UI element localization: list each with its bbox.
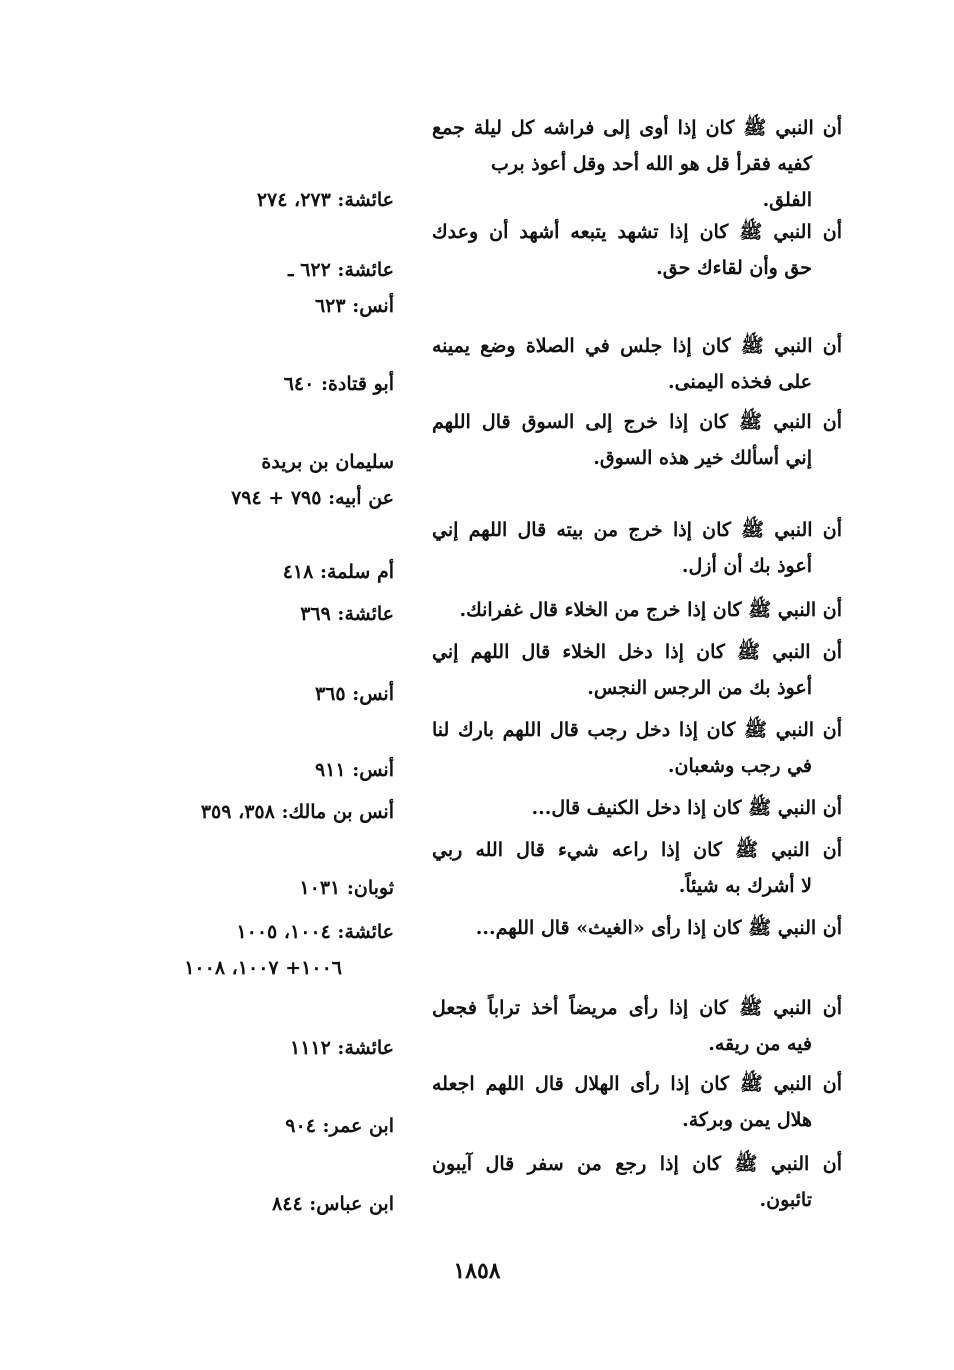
entry-first-line: أن النبي ﷺ كان إذا دخل الكنيف قال... — [531, 797, 842, 819]
hadith-reference — [134, 182, 394, 218]
hadith-reference — [134, 252, 394, 324]
entry-text — [432, 832, 842, 904]
hadith-reference — [134, 794, 394, 830]
reference-line: عائشة: ٣٦٩ — [300, 603, 394, 625]
hadith-reference — [134, 1186, 394, 1222]
entry-continuation-line: الفلق. — [762, 189, 812, 211]
entry-first-line: أن النبي ﷺ كان إذا رجع من سفر قال آيبون — [432, 1153, 842, 1175]
entry-text — [432, 910, 842, 946]
entry-continuation-line: أعوذ بك أن أزل. — [681, 555, 812, 577]
reference-line: ابن عمر: ٩٠٤ — [285, 1115, 394, 1137]
reference-line: أبو قتادة: ٦٤٠ — [283, 373, 394, 395]
entry-continuation-line: أعوذ بك من الرجس النجس. — [587, 677, 812, 699]
entry-text — [432, 790, 842, 826]
entry-continuation-line: فيه من ريقه. — [708, 1033, 812, 1055]
hadith-reference — [134, 870, 394, 906]
entry-text — [432, 214, 842, 286]
entry-first-line: أن النبي ﷺ كان إذا خرج من الخلاء قال غفرانك. — [459, 599, 842, 621]
entry-continuation-line: حق وأن لقاءك حق. — [656, 257, 812, 279]
entry-first-line: أن النبي ﷺ كان إذا أوى إلى فراشه كل ليلة جمع — [432, 117, 842, 139]
hadith-reference — [134, 444, 394, 516]
entry-text — [432, 592, 842, 628]
entry-text — [432, 1066, 842, 1138]
entry-first-line: أن النبي ﷺ كان إذا رأى «الغيث» قال اللهم... — [475, 917, 842, 939]
reference-line: عائشة: ٢٧٣، ٢٧٤ — [256, 189, 394, 211]
entry-continuation-line: تائبون. — [759, 1189, 812, 1211]
hadith-reference — [134, 1030, 394, 1066]
reference-line: أم سلمة: ٤١٨ — [282, 561, 394, 583]
reference-line: أنس بن مالك: ٣٥٨، ٣٥٩ — [200, 801, 394, 823]
reference-line: أنس: ٣٦٥ — [314, 683, 394, 705]
entry-first-line: أن النبي ﷺ كان إذا تشهد يتبعه أشهد أن وعدك — [432, 221, 842, 243]
entry-first-line: أن النبي ﷺ كان إذا دخل رجب قال اللهم بارك لنا — [432, 719, 842, 741]
entry-text — [432, 712, 842, 784]
hadith-reference — [134, 752, 394, 788]
page-number: ١٨٥٨ — [453, 1258, 501, 1284]
entry-continuation-line: لا أشرك به شيئاً. — [678, 875, 812, 897]
entry-first-line: أن النبي ﷺ كان إذا جلس في الصلاة وضع يمينه — [432, 335, 842, 357]
reference-line: سليمان بن بريدة — [261, 451, 394, 473]
entry-text — [432, 404, 842, 476]
entry-continuation-line: كفيه فقرأ قل هو الله أحد وقل أعوذ برب — [491, 153, 812, 175]
entry-first-line: أن النبي ﷺ كان إذا خرج إلى السوق قال اللهم — [432, 411, 842, 433]
reference-line: أنس: ٦٢٣ — [314, 295, 394, 317]
reference-line: ثوبان: ١٠٣١ — [299, 877, 394, 899]
entry-first-line: أن النبي ﷺ كان إذا راعه شيء قال الله ربي — [432, 839, 842, 861]
hadith-reference — [134, 914, 394, 986]
entry-text — [432, 990, 842, 1062]
reference-line: أنس: ٩١١ — [314, 759, 394, 781]
entry-continuation-line: هلال يمن وبركة. — [682, 1109, 812, 1131]
entry-text — [432, 512, 842, 584]
reference-line: عن أبيه: ٧٩٥ + ٧٩٤ — [231, 487, 394, 509]
hadith-reference — [134, 676, 394, 712]
entry-text — [432, 1146, 842, 1218]
reference-line: عائشة: ١١١٢ — [289, 1037, 394, 1059]
reference-line: عائشة: ١٠٠٤، ١٠٠٥ — [236, 921, 394, 943]
entry-first-line: أن النبي ﷺ كان إذا رأى الهلال قال اللهم اجعله — [432, 1073, 842, 1095]
entry-continuation-line: على فخذه اليمنى. — [668, 371, 812, 393]
hadith-reference — [134, 1108, 394, 1144]
entry-first-line: أن النبي ﷺ كان إذا خرج من بيته قال اللهم إني — [432, 519, 842, 541]
reference-line: عائشة: ٦٢٢ ـ — [288, 259, 394, 281]
hadith-reference — [134, 366, 394, 402]
entry-first-line: أن النبي ﷺ كان إذا رأى مريضاً أخذ تراباً فجعل — [432, 997, 842, 1019]
entry-continuation-line: إني أسألك خير هذه السوق. — [593, 447, 812, 469]
reference-line: ابن عباس: ٨٤٤ — [272, 1193, 394, 1215]
hadith-reference — [134, 554, 394, 590]
entry-text — [432, 110, 842, 218]
reference-line: ١٠٠٦+ ١٠٠٧، ١٠٠٨ — [184, 957, 342, 979]
hadith-reference — [134, 596, 394, 632]
entry-text — [432, 328, 842, 400]
entry-text — [432, 634, 842, 706]
entry-first-line: أن النبي ﷺ كان إذا دخل الخلاء قال اللهم إني — [432, 641, 842, 663]
entry-continuation-line: في رجب وشعبان. — [667, 755, 812, 777]
